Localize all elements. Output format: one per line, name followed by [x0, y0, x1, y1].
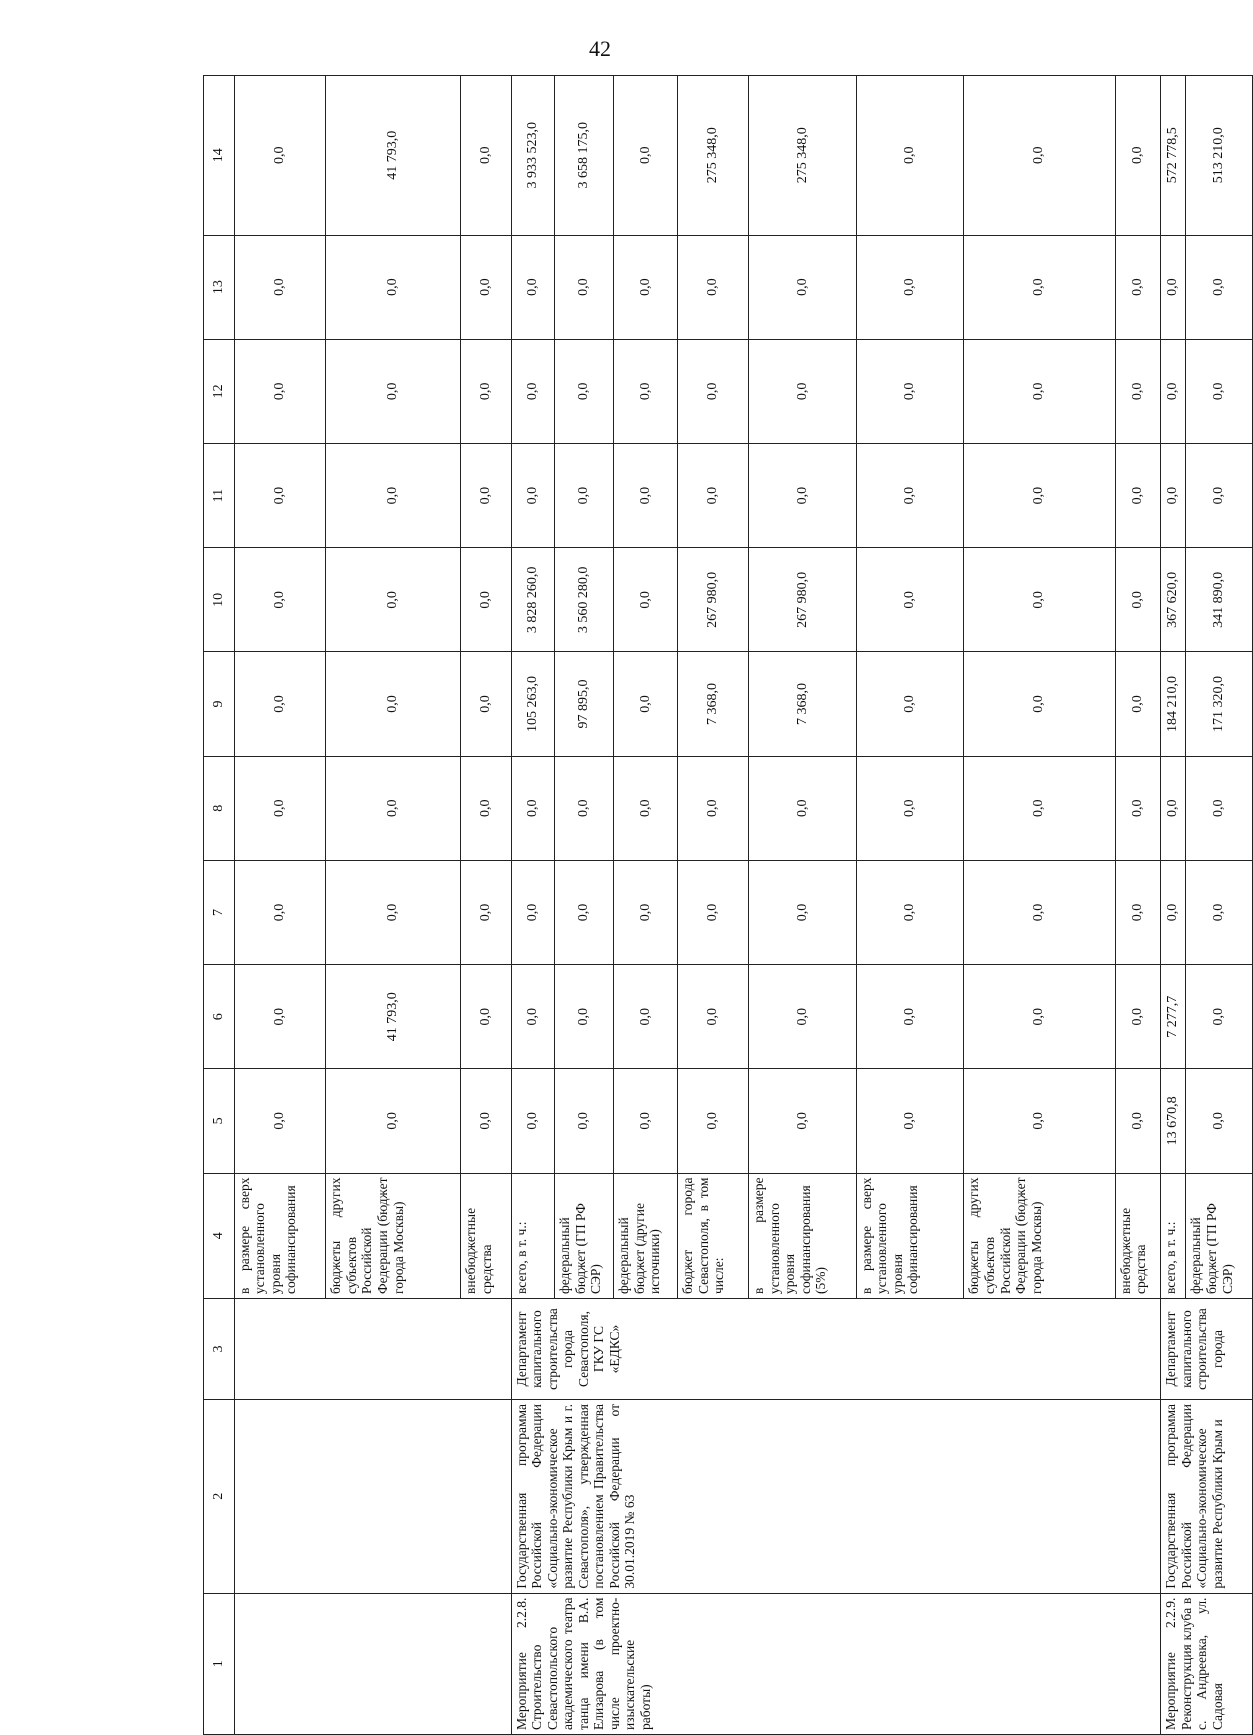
source-cell: в размере сверх установленного уровня софинансирования	[856, 1173, 964, 1298]
value-cell: 0,0	[964, 652, 1115, 756]
value-cell: 0,0	[614, 756, 678, 860]
value-cell: 0,0	[614, 548, 678, 652]
value-cell: 275 348,0	[749, 76, 857, 236]
source-cell: федеральный бюджет (ГП РФ СЭР)	[1186, 1173, 1253, 1298]
value-cell: 0,0	[1161, 443, 1186, 547]
value-cell: 0,0	[614, 965, 678, 1069]
value-cell: 0,0	[856, 76, 964, 236]
value-cell: 572 778,5	[1161, 76, 1186, 236]
value-cell: 105 263,0	[511, 652, 554, 756]
value-cell: 0,0	[678, 965, 749, 1069]
value-cell: 0,0	[511, 860, 554, 964]
value-cell: 0,0	[856, 235, 964, 339]
value-cell: 3 560 280,0	[555, 548, 614, 652]
executor-cell: Департамент капитального строительства города	[1161, 1299, 1253, 1400]
value-cell: 0,0	[964, 339, 1115, 443]
value-cell: 267 980,0	[678, 548, 749, 652]
header-cell: 4	[204, 1173, 235, 1298]
value-cell: 0,0	[1161, 235, 1186, 339]
value-cell: 0,0	[964, 443, 1115, 547]
value-cell: 0,0	[234, 235, 326, 339]
header-cell: 6	[204, 965, 235, 1069]
value-cell: 0,0	[326, 548, 461, 652]
value-cell: 275 348,0	[678, 76, 749, 236]
source-cell: в размере сверх установленного уровня софинансирования	[234, 1173, 326, 1298]
value-cell: 267 980,0	[749, 548, 857, 652]
value-cell: 7 277,7	[1161, 965, 1186, 1069]
header-cell: 1	[204, 1593, 235, 1734]
value-cell: 41 793,0	[326, 965, 461, 1069]
rotated-table-wrapper	[203, 75, 1253, 1735]
value-cell: 0,0	[326, 443, 461, 547]
activity-cell: Мероприятие 2.2.9. Реконструкция клуба в с. Андреевка, ул. Садовая	[1161, 1593, 1253, 1734]
value-cell: 0,0	[234, 548, 326, 652]
source-cell: федеральный бюджет (ГП РФ СЭР)	[555, 1173, 614, 1298]
value-cell: 0,0	[1186, 339, 1253, 443]
value-cell: 0,0	[511, 965, 554, 1069]
value-cell: 0,0	[234, 756, 326, 860]
value-cell: 0,0	[964, 860, 1115, 964]
table-row	[511, 76, 554, 1735]
value-cell: 0,0	[1115, 1069, 1161, 1173]
value-cell: 0,0	[461, 548, 511, 652]
value-cell: 0,0	[614, 860, 678, 964]
source-cell: бюджет города Севастополя, в том числе:	[678, 1173, 749, 1298]
value-cell: 0,0	[461, 860, 511, 964]
value-cell: 0,0	[461, 443, 511, 547]
value-cell: 0,0	[856, 652, 964, 756]
value-cell: 0,0	[1161, 756, 1186, 860]
value-cell: 0,0	[1115, 235, 1161, 339]
source-cell: внебюджетные средства	[1115, 1173, 1161, 1298]
value-cell: 0,0	[614, 652, 678, 756]
value-cell: 0,0	[1186, 756, 1253, 860]
value-cell: 0,0	[964, 1069, 1115, 1173]
value-cell: 0,0	[555, 756, 614, 860]
page-number: 42	[589, 36, 611, 61]
value-cell: 41 793,0	[326, 76, 461, 236]
value-cell: 0,0	[614, 76, 678, 236]
value-cell: 0,0	[326, 756, 461, 860]
value-cell: 0,0	[856, 756, 964, 860]
source-cell: всего, в т. ч.:	[511, 1173, 554, 1298]
value-cell: 0,0	[749, 860, 857, 964]
value-cell: 0,0	[461, 339, 511, 443]
value-cell: 0,0	[678, 1069, 749, 1173]
value-cell: 0,0	[1115, 860, 1161, 964]
header-cell: 7	[204, 860, 235, 964]
executor-cell: Департамент капитального строительства города Севастополя, ГКУ ГС «ЕДКС»	[511, 1299, 1160, 1400]
value-cell: 0,0	[678, 235, 749, 339]
value-cell: 0,0	[749, 235, 857, 339]
header-cell: 5	[204, 1069, 235, 1173]
value-cell: 0,0	[234, 1069, 326, 1173]
header-cell: 9	[204, 652, 235, 756]
value-cell: 0,0	[511, 339, 554, 443]
value-cell: 0,0	[964, 965, 1115, 1069]
value-cell: 0,0	[511, 443, 554, 547]
financing-table	[203, 75, 1253, 1735]
header-row	[204, 76, 235, 1735]
value-cell: 0,0	[614, 339, 678, 443]
value-cell: 0,0	[555, 339, 614, 443]
value-cell: 0,0	[461, 756, 511, 860]
value-cell: 3 828 260,0	[511, 548, 554, 652]
value-cell: 0,0	[1186, 1069, 1253, 1173]
value-cell: 0,0	[461, 235, 511, 339]
value-cell: 0,0	[614, 235, 678, 339]
value-cell: 0,0	[234, 76, 326, 236]
value-cell: 0,0	[1115, 965, 1161, 1069]
value-cell: 0,0	[461, 965, 511, 1069]
value-cell: 0,0	[1115, 339, 1161, 443]
value-cell: 0,0	[1161, 339, 1186, 443]
value-cell: 341 890,0	[1186, 548, 1253, 652]
value-cell: 0,0	[964, 756, 1115, 860]
value-cell: 367 620,0	[1161, 548, 1186, 652]
value-cell: 13 670,8	[1161, 1069, 1186, 1173]
value-cell: 0,0	[749, 443, 857, 547]
value-cell: 0,0	[856, 965, 964, 1069]
value-cell: 0,0	[1115, 443, 1161, 547]
value-cell: 0,0	[1115, 76, 1161, 236]
value-cell: 0,0	[1115, 756, 1161, 860]
source-cell: в размере установленного уровня софинансирования (5%)	[749, 1173, 857, 1298]
value-cell: 97 895,0	[555, 652, 614, 756]
value-cell: 0,0	[326, 1069, 461, 1173]
value-cell: 0,0	[234, 860, 326, 964]
header-cell: 10	[204, 548, 235, 652]
value-cell: 0,0	[234, 652, 326, 756]
value-cell: 0,0	[555, 965, 614, 1069]
header-cell: 14	[204, 76, 235, 236]
value-cell: 0,0	[614, 1069, 678, 1173]
value-cell: 0,0	[964, 235, 1115, 339]
activity-cell: Мероприятие 2.2.8. Строительство Севастопольского академического театра танца имени В.А. Елизарова (в том числе проектно-изыскательские работы)	[511, 1593, 1160, 1734]
value-cell: 0,0	[1186, 235, 1253, 339]
value-cell: 0,0	[749, 1069, 857, 1173]
value-cell: 0,0	[749, 339, 857, 443]
value-cell: 3 658 175,0	[555, 76, 614, 236]
value-cell: 0,0	[1115, 548, 1161, 652]
value-cell: 0,0	[555, 860, 614, 964]
source-cell: федеральный бюджет (другие источники)	[614, 1173, 678, 1298]
value-cell: 0,0	[461, 652, 511, 756]
value-cell: 0,0	[511, 756, 554, 860]
value-cell: 0,0	[555, 235, 614, 339]
header-cell: 3	[204, 1299, 235, 1400]
value-cell: 0,0	[461, 1069, 511, 1173]
source-cell: бюджеты других субъектов Российской Федерации (бюджет города Москвы)	[326, 1173, 461, 1298]
value-cell: 7 368,0	[678, 652, 749, 756]
value-cell: 0,0	[234, 339, 326, 443]
value-cell: 0,0	[678, 756, 749, 860]
value-cell: 0,0	[856, 548, 964, 652]
value-cell: 0,0	[511, 1069, 554, 1173]
header-cell: 2	[204, 1400, 235, 1594]
executor-cell-empty	[234, 1299, 511, 1400]
value-cell: 0,0	[1186, 860, 1253, 964]
value-cell: 7 368,0	[749, 652, 857, 756]
value-cell: 0,0	[234, 443, 326, 547]
value-cell: 0,0	[749, 965, 857, 1069]
value-cell: 0,0	[856, 860, 964, 964]
value-cell: 0,0	[326, 235, 461, 339]
program-cell-empty	[234, 1400, 511, 1594]
value-cell: 0,0	[1115, 652, 1161, 756]
value-cell: 0,0	[614, 443, 678, 547]
value-cell: 0,0	[326, 652, 461, 756]
value-cell: 0,0	[1186, 965, 1253, 1069]
value-cell: 0,0	[856, 1069, 964, 1173]
value-cell: 0,0	[461, 76, 511, 236]
value-cell: 0,0	[678, 339, 749, 443]
header-cell: 11	[204, 443, 235, 547]
source-cell: внебюджетные средства	[461, 1173, 511, 1298]
source-cell: всего, в т. ч.:	[1161, 1173, 1186, 1298]
value-cell: 0,0	[856, 339, 964, 443]
program-cell: Государственная программа Российской Федерации «Социально-экономическое развитие Республики Крым и г. Севастополя», утвержденная постановлением Правительства Российской Федерации от 30.01.2019 № 63	[511, 1400, 1160, 1594]
value-cell: 0,0	[678, 860, 749, 964]
value-cell: 0,0	[326, 860, 461, 964]
table-row	[1161, 76, 1186, 1735]
value-cell: 0,0	[555, 1069, 614, 1173]
value-cell: 184 210,0	[1161, 652, 1186, 756]
table-row	[234, 76, 326, 1735]
value-cell: 0,0	[1161, 860, 1186, 964]
header-cell: 13	[204, 235, 235, 339]
value-cell: 0,0	[749, 756, 857, 860]
value-cell: 171 320,0	[1186, 652, 1253, 756]
header-cell: 12	[204, 339, 235, 443]
value-cell: 0,0	[1186, 443, 1253, 547]
value-cell: 0,0	[234, 965, 326, 1069]
source-cell: бюджеты других субъектов Российской Федерации (бюджет города Москвы)	[964, 1173, 1115, 1298]
program-cell: Государственная программа Российской Федерации «Социально-экономическое развитие Республики Крым и	[1161, 1400, 1253, 1594]
activity-cell-empty	[234, 1593, 511, 1734]
value-cell: 0,0	[856, 443, 964, 547]
value-cell: 0,0	[326, 339, 461, 443]
value-cell: 0,0	[678, 443, 749, 547]
header-cell: 8	[204, 756, 235, 860]
value-cell: 0,0	[555, 443, 614, 547]
value-cell: 0,0	[964, 548, 1115, 652]
value-cell: 3 933 523,0	[511, 76, 554, 236]
value-cell: 513 210,0	[1186, 76, 1253, 236]
value-cell: 0,0	[511, 235, 554, 339]
value-cell: 0,0	[964, 76, 1115, 236]
